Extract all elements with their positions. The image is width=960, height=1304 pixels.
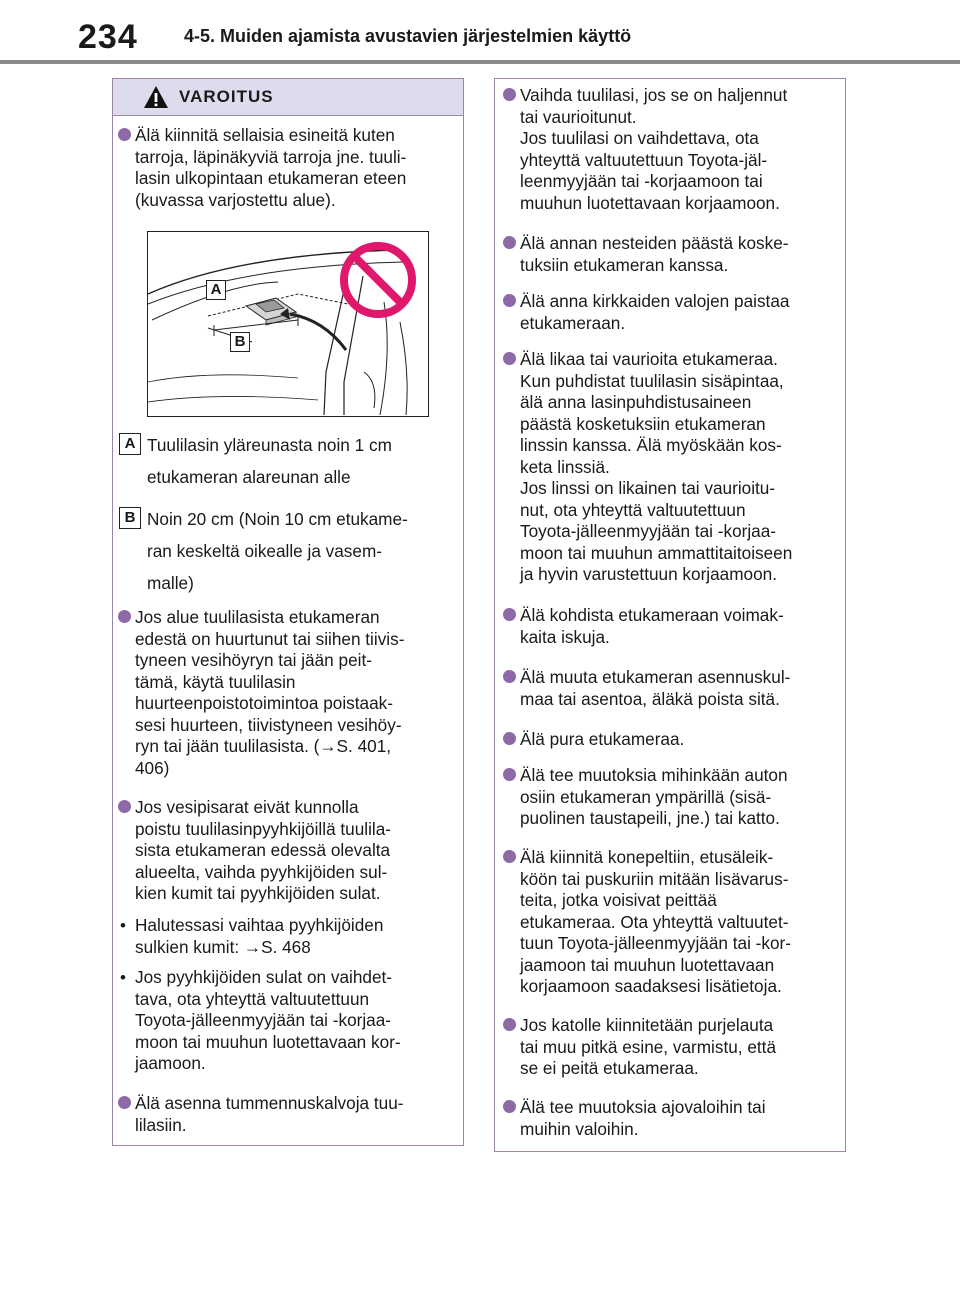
bullet-icon (503, 294, 516, 307)
page-header (0, 0, 960, 66)
illustration-label-a: A (206, 280, 226, 300)
warning-item: Älä likaa tai vaurioita etukameraa. Kun puhdistat tuulilasin sisäpintaa, älä anna lasinpuhdistusaineen päästä kosketuksiin etukameran linssin kanssa. Älä myöskään kos- keta linssiä. Jos linssi on likainen tai vaurioitu- nut, ota yhteyttä valtuutettuun Toyota-jälleenmyyjään tai -korjaa- moon tai muuhun ammattitaitoiseen ja hyvin varustettuun korjaamoon. (520, 349, 840, 586)
bullet-icon (503, 236, 516, 249)
sub-item: • Jos pyyhkijöiden sulat on vaihdet- tava, ota yhteyttä valtuutettuun Toyota-jälleenmyyjään tai -korjaa- moon tai muuhun luotettavaan kor- jaamoon. (120, 967, 401, 1073)
page-number: 234 (78, 18, 138, 56)
warning-item: Älä annan nesteiden päästä koske- tuksiin etukameran kanssa. (520, 233, 840, 276)
warning-item: Jos vesipisarat eivät kunnolla poistu tuulilasinpyyhkijöillä tuulila- sista etukameran edessä olevalta alueelta, vaihda pyyhkijöiden sul- kien kumit tai pyyhkijöiden sulat. (135, 797, 455, 905)
bullet-icon (118, 128, 131, 141)
bullet-icon (503, 850, 516, 863)
warning-item: Älä tee muutoksia mihinkään auton osiin etukameran ympärillä (sisä- puolinen taustapeili, jne.) tai katto. (520, 765, 840, 830)
warning-header (113, 79, 463, 116)
bullet-icon (503, 768, 516, 781)
bullet-icon (503, 1018, 516, 1031)
legend-a-text: Tuulilasin yläreunasta noin 1 cm etukameran alareunan alle (147, 435, 392, 487)
dot-bullet: • (120, 968, 126, 987)
warning-item: Älä tee muutoksia ajovaloihin tai muihin valoihin. (520, 1097, 840, 1140)
bullet-icon (503, 732, 516, 745)
warning-item: Älä muuta etukameran asennuskul- maa tai asentoa, äläkä poista sitä. (520, 667, 840, 710)
warning-item: Jos alue tuulilasista etukameran edestä on huurtunut tai siihen tiivis- tyneen vesihöyryn tai jään peit- tämä, käytä tuulilasin huurteenpoistotoimintoa poistaak- sesi huurteen, tiivistyneen vesihöy- ryn tai jään tuulilasista. (→S. 401, 406) (135, 607, 455, 779)
sub-item: • Halutessasi vaihtaa pyyhkijöiden sulkien kumit: →S. 468 (120, 915, 384, 957)
legend-b-label: B (119, 507, 141, 529)
warning-item: Älä kiinnitä sellaisia esineitä kuten tarroja, läpinäkyviä tarroja jne. tuuli- lasin ulkopintaan etukameran eteen (kuvassa varjostettu alue). (135, 125, 455, 211)
dot-bullet: • (120, 916, 126, 935)
bullet-icon (503, 608, 516, 621)
bullet-icon (118, 800, 131, 813)
warning-item: Älä asenna tummennuskalvoja tuu- lilasiin. (135, 1093, 455, 1136)
windshield-drawing (148, 232, 427, 415)
bullet-icon (118, 610, 131, 623)
warning-triangle-icon (143, 85, 169, 109)
bullet-icon (503, 670, 516, 683)
warning-item: Älä anna kirkkaiden valojen paistaa etukameraan. (520, 291, 840, 334)
bullet-icon (503, 352, 516, 365)
header-divider (0, 60, 960, 64)
bullet-icon (503, 1100, 516, 1113)
warning-box (112, 78, 464, 1146)
legend-b-text: Noin 20 cm (Noin 10 cm etukame- ran keskeltä oikealle ja vasem- malle) (147, 509, 408, 593)
warning-item: Vaihda tuulilasi, jos se on haljennut tai vaurioitunut. Jos tuulilasi on vaihdettava, ota yhteyttä valtuutettuun Toyota-jäl- leenmyyjään tai -korjaamoon tai muuhun luotettavaan korjaamoon. (520, 85, 840, 214)
windshield-camera-illustration (147, 231, 429, 417)
warning-box-continued (494, 78, 846, 1152)
bullet-icon (118, 1096, 131, 1109)
warning-item: Jos katolle kiinnitetään purjelauta tai muu pitkä esine, varmistu, että se ei peitä etukameraa. (520, 1015, 840, 1080)
warning-item: Älä pura etukameraa. (520, 729, 840, 751)
illustration-label-b: B (230, 332, 250, 352)
warning-title: VAROITUS (179, 87, 274, 106)
warning-item: Älä kiinnitä konepeltiin, etusäleik- köön tai puskuriin mitään lisävarus- teita, jotka voisivat peittää etukameraa. Ota yhteyttä valtuutet- tuun Toyota-jälleenmyyjään tai -kor- jaamoon tai muuhun luotettavaan korjaamoon saadaksesi lisätietoja. (520, 847, 840, 998)
warning-item: Älä kohdista etukameraan voimak- kaita iskuja. (520, 605, 840, 648)
legend-a-label: A (119, 433, 141, 455)
bullet-icon (503, 88, 516, 101)
section-title: 4-5. Muiden ajamista avustavien järjestelmien käyttö (184, 26, 632, 46)
